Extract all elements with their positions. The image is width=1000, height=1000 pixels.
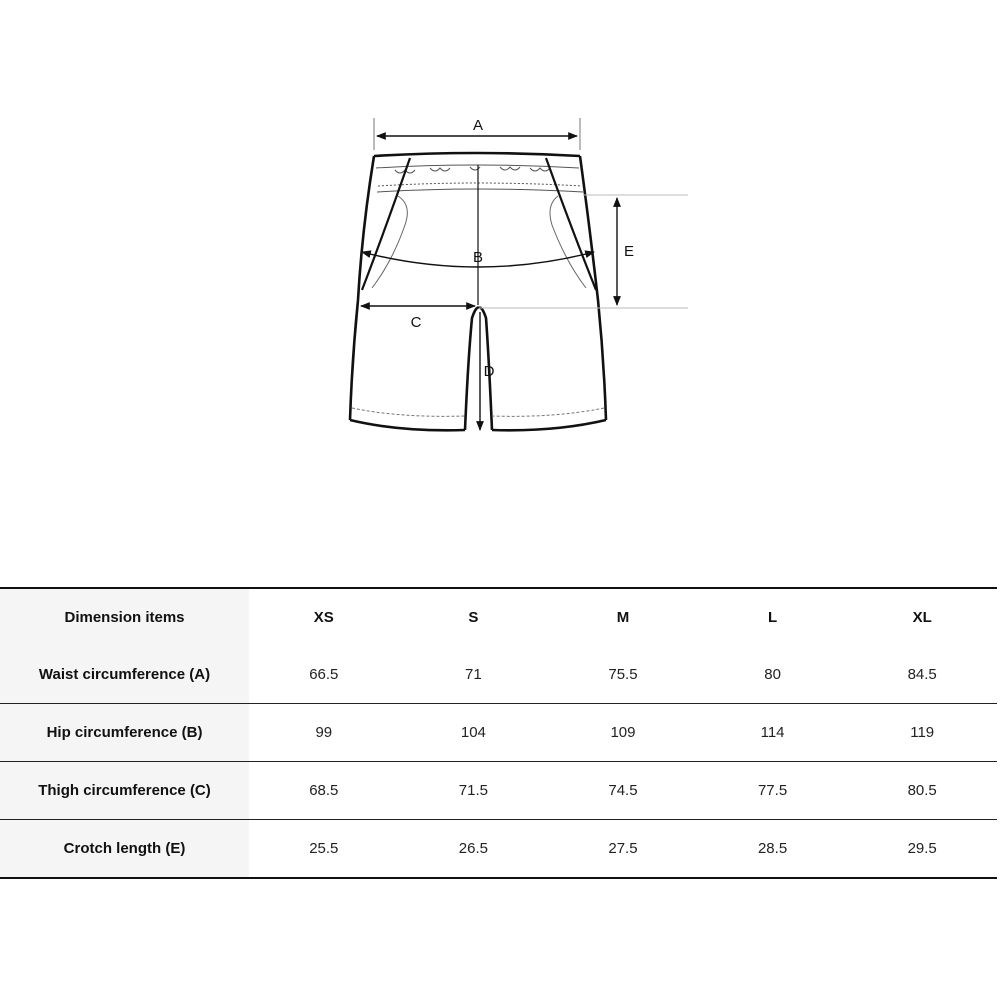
- table-cell: 75.5: [548, 646, 698, 704]
- row-label-hip: Hip circumference (B): [0, 704, 249, 762]
- size-header-xs: XS: [313, 609, 334, 626]
- table-cell: 77.5: [698, 762, 848, 820]
- table-cell: 84.5: [847, 646, 997, 704]
- row-label-crotch: Crotch length (E): [0, 820, 249, 879]
- table-cell: 119: [847, 704, 997, 762]
- dimension-b-hip: [362, 165, 594, 305]
- table-cell: 25.5: [309, 840, 339, 857]
- table-cell: 109: [548, 704, 698, 762]
- row-label-waist: Waist circumference (A): [0, 646, 249, 704]
- table-cell: 104: [399, 704, 549, 762]
- table-cell: 114: [698, 704, 848, 762]
- left-inseam: [465, 308, 479, 430]
- pocket-lines: [362, 158, 596, 290]
- table-cell: 74.5: [548, 762, 698, 820]
- table-cell: 28.5: [757, 840, 788, 857]
- dimension-a-waist: [374, 117, 580, 150]
- right-leg-hem: [492, 420, 606, 430]
- table-cell: 68.5: [249, 762, 399, 820]
- size-header-l: L: [767, 609, 778, 626]
- size-header-m: M: [616, 609, 630, 626]
- size-chart-table: [0, 587, 997, 879]
- table-cell: 71.5: [399, 762, 549, 820]
- label-e: E: [623, 243, 635, 260]
- table-cell: 80.5: [847, 762, 997, 820]
- left-pocket-opening: [362, 158, 410, 290]
- size-header-s: S: [468, 609, 479, 626]
- table-row-crotch: [0, 820, 997, 879]
- label-c: C: [410, 314, 422, 331]
- right-side-seam: [580, 156, 606, 420]
- table-cell: 66.5: [249, 646, 399, 704]
- left-leg-hem: [350, 420, 465, 430]
- table-row-hip: [0, 704, 997, 762]
- table-cell: 29.5: [907, 840, 937, 857]
- crotch-guide-lines: [479, 195, 688, 308]
- dimension-e-crotch: [617, 198, 634, 305]
- table-cell: 26.5: [458, 840, 488, 857]
- pocket-inner: [372, 196, 586, 288]
- label-a: A: [472, 117, 484, 134]
- label-b: B: [472, 249, 484, 266]
- table-row-waist: [0, 646, 997, 704]
- table-cell: 80: [698, 646, 848, 704]
- table-cell: 99: [249, 704, 399, 762]
- label-d: D: [483, 363, 495, 380]
- size-header-row: [0, 588, 997, 646]
- dimension-c-thigh: [361, 306, 475, 331]
- table-row-thigh: [0, 762, 997, 820]
- waistband-top-edge: [374, 153, 580, 156]
- table-cell: 71: [399, 646, 549, 704]
- size-header-xl: XL: [912, 609, 932, 626]
- row-label-thigh: Thigh circumference (C): [0, 762, 249, 820]
- table-cell: 27.5: [608, 840, 638, 857]
- hem-stitches: [352, 408, 604, 416]
- corner-header: Dimension items: [0, 588, 249, 646]
